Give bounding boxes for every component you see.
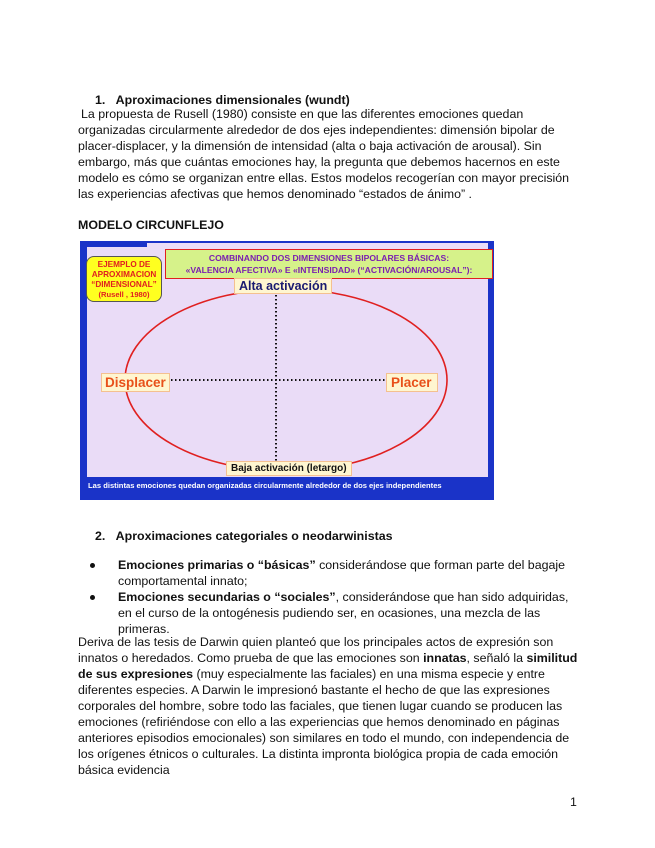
model-heading: MODELO CIRCUNFLEJO <box>78 218 224 232</box>
section2-heading <box>95 529 393 543</box>
text: (muy especialmente las faciales) en una misma especie y entre diferentes especies. A Darwin le impresionó bastante el hecho de que las expresiones corporales del hombre, sobre todo las faciales, que tienen lugar cuando se producen las emociones (refiriéndose con ello a las experiencias que hemos denominado en páginas anteriores episodios emocionales) son similares en todo el mundo, con independencia de los orígenes étnicos o culturales. La distinta impronta biológica propia de cada emoción básica evidencia <box>78 667 570 777</box>
page-number: 1 <box>570 795 577 809</box>
circumplex-figure <box>80 241 494 500</box>
label-pleasure: Placer <box>386 373 438 392</box>
bullet-text: , considerándose que han sido adquiridas, en el curso de la ontogénesis pudiendo ser, en ocasiones, una mezcla de las primeras. <box>118 590 569 636</box>
figure-caption: Las distintas emociones quedan organizadas circularmente alrededor de dos ejes independientes <box>88 481 442 490</box>
label-high-activation: Alta activación <box>234 278 332 294</box>
label-low-activation: Baja activación (letargo) <box>226 461 352 476</box>
bullet-icon <box>90 595 95 600</box>
example-line: “DIMENSIONAL” <box>91 280 157 289</box>
section1-heading <box>95 93 350 107</box>
combo-line: «VALENCIA AFECTIVA» E «INTENSIDAD» (“ACTIVACIÓN/AROUSAL”): <box>185 265 473 275</box>
example-line: (Rusell , 1980) <box>98 290 150 299</box>
emotion-list <box>78 557 583 637</box>
section1-title: Aproximaciones dimensionales (wundt) <box>115 93 350 107</box>
example-line: EJEMPLO DE <box>97 260 151 269</box>
list-item <box>78 557 583 589</box>
example-badge <box>86 256 162 302</box>
bullet-bold: Emociones secundarias o “sociales” <box>118 590 336 604</box>
text: Deriva de las tesis de Darwin quien planteó que los principales actos de expresión son innatos o heredados. Como prueba de que las emociones son <box>78 635 554 665</box>
bullet-icon <box>90 563 95 568</box>
list-item <box>78 589 583 637</box>
bold-text: similitud de sus expresiones <box>78 651 578 681</box>
combo-box <box>165 249 493 279</box>
figure-top-bar <box>87 241 147 247</box>
example-line: APROXIMACION <box>91 270 157 279</box>
bullet-text: considerándose que forman parte del bagaje comportamental innato; <box>118 558 566 588</box>
section1-number: 1. <box>95 93 106 107</box>
darwin-paragraph <box>78 634 578 778</box>
bold-text: innatas <box>423 651 467 665</box>
text: , señaló la <box>466 651 527 665</box>
combo-line: COMBINANDO DOS DIMENSIONES BIPOLARES BÁSICAS: <box>208 253 450 263</box>
figure-background <box>87 243 488 477</box>
section2-title: Aproximaciones categoriales o neodarwinistas <box>115 529 393 543</box>
bullet-bold: Emociones primarias o “básicas” <box>118 558 316 572</box>
section1-paragraph: La propuesta de Rusell (1980) consiste en que las diferentes emociones quedan organizadas circularmente alrededor de dos ejes independientes: dimensión bipolar de placer-displacer, y la dimensión de intensidad (alta o baja activación de arousal). Sin embargo, más que cuántas emociones hay, la pregunta que debemos hacernos en este modelo es cómo se organizan entre ellas. Estos modelos recogerían con mayor precisión las experiencias afectivas que hemos denominado “estados de ánimo” . <box>78 107 570 201</box>
section2-number: 2. <box>95 529 106 543</box>
label-displeasure: Displacer <box>101 373 170 392</box>
